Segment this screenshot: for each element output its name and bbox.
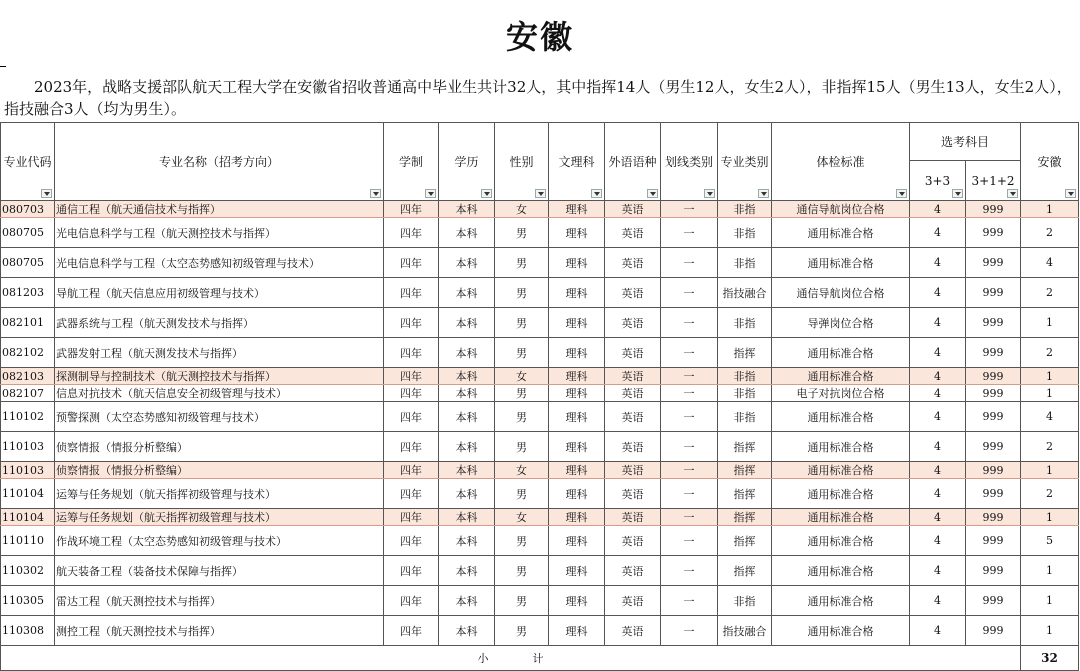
cell-cat: 指挥 [718, 509, 772, 526]
cell-quota: 1 [1021, 586, 1079, 616]
cell-code: 110104 [1, 479, 55, 509]
cell-name: 武器发射工程（航天测发技术与指挥） [55, 338, 384, 368]
cell-track: 理科 [549, 526, 605, 556]
cell-health: 通用标准合格 [772, 432, 910, 462]
cell-code: 080705 [1, 218, 55, 248]
cell-s33: 4 [910, 385, 966, 402]
cell-track: 理科 [549, 616, 605, 646]
cell-lang: 英语 [605, 338, 661, 368]
cell-track: 理科 [549, 278, 605, 308]
cell-health: 通用标准合格 [772, 509, 910, 526]
cell-name: 武器系统与工程（航天测发技术与指挥） [55, 308, 384, 338]
cell-degree: 本科 [439, 201, 495, 218]
cell-gender: 女 [495, 462, 549, 479]
filter-dropdown-icon[interactable] [425, 189, 436, 198]
cell-s312: 999 [966, 462, 1021, 479]
table-row [1, 201, 1079, 218]
cell-name: 光电信息科学与工程（太空态势感知初级管理与技术） [55, 248, 384, 278]
cell-health: 通信导航岗位合格 [772, 278, 910, 308]
cell-gender: 男 [495, 586, 549, 616]
cell-degree: 本科 [439, 248, 495, 278]
cell-quota: 1 [1021, 462, 1079, 479]
cell-track: 理科 [549, 248, 605, 278]
cell-name: 侦察情报（情报分析整编） [55, 462, 384, 479]
cell-name: 预警探测（太空态势感知初级管理与技术） [55, 402, 384, 432]
cell-s312: 999 [966, 616, 1021, 646]
cell-gender: 男 [495, 432, 549, 462]
cell-gender: 男 [495, 308, 549, 338]
cell-cat: 非指 [718, 368, 772, 385]
cell-health: 通用标准合格 [772, 402, 910, 432]
filter-dropdown-icon[interactable] [1065, 189, 1076, 198]
cell-name: 航天装备工程（装备技术保障与指挥） [55, 556, 384, 586]
cell-s33: 4 [910, 402, 966, 432]
cell-health: 通用标准合格 [772, 526, 910, 556]
cell-health: 通用标准合格 [772, 462, 910, 479]
cell-s312: 999 [966, 278, 1021, 308]
table-row [1, 368, 1079, 385]
cell-length: 四年 [384, 616, 439, 646]
cell-cat: 指挥 [718, 462, 772, 479]
cell-cat: 指技融合 [718, 616, 772, 646]
filter-dropdown-icon[interactable] [535, 189, 546, 198]
cell-health: 通用标准合格 [772, 338, 910, 368]
cell-cat: 非指 [718, 308, 772, 338]
cell-s33: 4 [910, 308, 966, 338]
cell-length: 四年 [384, 218, 439, 248]
cell-health: 通用标准合格 [772, 616, 910, 646]
cell-line: 一 [661, 479, 718, 509]
cell-quota: 2 [1021, 278, 1079, 308]
header-track: 文理科 [549, 123, 605, 201]
cell-line: 一 [661, 338, 718, 368]
cell-degree: 本科 [439, 616, 495, 646]
header-degree: 学历 [439, 123, 495, 201]
cell-gender: 男 [495, 278, 549, 308]
cell-length: 四年 [384, 385, 439, 402]
cell-line: 一 [661, 402, 718, 432]
cell-degree: 本科 [439, 338, 495, 368]
cell-cat: 非指 [718, 248, 772, 278]
cell-length: 四年 [384, 338, 439, 368]
cell-track: 理科 [549, 509, 605, 526]
table-row [1, 462, 1079, 479]
header-gender: 性别 [495, 123, 549, 201]
cell-degree: 本科 [439, 462, 495, 479]
cell-lang: 英语 [605, 462, 661, 479]
filter-dropdown-icon[interactable] [647, 189, 658, 198]
cell-length: 四年 [384, 509, 439, 526]
cell-code: 082103 [1, 368, 55, 385]
cell-line: 一 [661, 509, 718, 526]
cell-s312: 999 [966, 509, 1021, 526]
cell-track: 理科 [549, 479, 605, 509]
header-subjects: 选考科目 [910, 123, 1021, 161]
header-line: 划线类别 [661, 123, 718, 201]
cell-cat: 指挥 [718, 526, 772, 556]
cell-line: 一 [661, 526, 718, 556]
cell-lang: 英语 [605, 526, 661, 556]
cell-line: 一 [661, 278, 718, 308]
filter-dropdown-icon[interactable] [591, 189, 602, 198]
header-health: 体检标准 [772, 123, 910, 201]
cell-line: 一 [661, 462, 718, 479]
cell-lang: 英语 [605, 479, 661, 509]
cell-degree: 本科 [439, 278, 495, 308]
cell-line: 一 [661, 432, 718, 462]
cell-lang: 英语 [605, 432, 661, 462]
cell-s312: 999 [966, 479, 1021, 509]
filter-dropdown-icon[interactable] [41, 189, 52, 198]
cell-length: 四年 [384, 462, 439, 479]
divider [0, 66, 6, 67]
cell-length: 四年 [384, 402, 439, 432]
cell-degree: 本科 [439, 526, 495, 556]
cell-degree: 本科 [439, 479, 495, 509]
cell-quota: 2 [1021, 338, 1079, 368]
cell-length: 四年 [384, 432, 439, 462]
cell-code: 110104 [1, 509, 55, 526]
filter-dropdown-icon[interactable] [758, 189, 769, 198]
cell-line: 一 [661, 556, 718, 586]
cell-length: 四年 [384, 278, 439, 308]
page-title: 安徽 [505, 18, 574, 56]
cell-quota: 5 [1021, 526, 1079, 556]
cell-s33: 4 [910, 338, 966, 368]
table-row [1, 338, 1079, 368]
cell-name: 运筹与任务规划（航天指挥初级管理与技术） [55, 509, 384, 526]
cell-code: 080703 [1, 201, 55, 218]
cell-s33: 4 [910, 368, 966, 385]
cell-gender: 男 [495, 556, 549, 586]
filter-dropdown-icon[interactable] [1007, 189, 1018, 198]
cell-gender: 男 [495, 248, 549, 278]
cell-quota: 2 [1021, 218, 1079, 248]
cell-code: 110103 [1, 432, 55, 462]
cell-line: 一 [661, 586, 718, 616]
cell-gender: 男 [495, 402, 549, 432]
cell-code: 081203 [1, 278, 55, 308]
cell-health: 通用标准合格 [772, 586, 910, 616]
cell-line: 一 [661, 218, 718, 248]
table-row [1, 308, 1079, 338]
cell-track: 理科 [549, 308, 605, 338]
cell-s312: 999 [966, 432, 1021, 462]
cell-gender: 男 [495, 218, 549, 248]
cell-health: 通用标准合格 [772, 368, 910, 385]
cell-s33: 4 [910, 509, 966, 526]
cell-quota: 4 [1021, 248, 1079, 278]
cell-lang: 英语 [605, 368, 661, 385]
cell-track: 理科 [549, 462, 605, 479]
cell-gender: 女 [495, 201, 549, 218]
cell-cat: 指挥 [718, 432, 772, 462]
cell-s312: 999 [966, 201, 1021, 218]
filter-dropdown-icon[interactable] [952, 189, 963, 198]
cell-name: 探测制导与控制技术（航天测控技术与指挥） [55, 368, 384, 385]
cell-cat: 非指 [718, 385, 772, 402]
cell-lang: 英语 [605, 385, 661, 402]
cell-code: 110103 [1, 462, 55, 479]
cell-degree: 本科 [439, 509, 495, 526]
cell-s33: 4 [910, 526, 966, 556]
cell-lang: 英语 [605, 308, 661, 338]
cell-line: 一 [661, 201, 718, 218]
table-row [1, 616, 1079, 646]
cell-s33: 4 [910, 586, 966, 616]
cell-s312: 999 [966, 526, 1021, 556]
cell-line: 一 [661, 308, 718, 338]
admission-table [0, 122, 1079, 671]
cell-quota: 4 [1021, 402, 1079, 432]
cell-track: 理科 [549, 201, 605, 218]
cell-degree: 本科 [439, 218, 495, 248]
cell-lang: 英语 [605, 586, 661, 616]
intro-paragraph: 2023年，战略支援部队航天工程大学在安徽省招收普通高中毕业生共计32人，其中指挥14人（男生12人，女生2人），非指挥15人（男生13人，女生2人），指技融合3人（均为男生）。 [4, 78, 1072, 118]
cell-quota: 2 [1021, 479, 1079, 509]
cell-quota: 1 [1021, 385, 1079, 402]
cell-code: 082102 [1, 338, 55, 368]
cell-cat: 指挥 [718, 556, 772, 586]
cell-quota: 1 [1021, 201, 1079, 218]
cell-track: 理科 [549, 556, 605, 586]
cell-length: 四年 [384, 248, 439, 278]
cell-track: 理科 [549, 338, 605, 368]
cell-s33: 4 [910, 201, 966, 218]
cell-code: 110110 [1, 526, 55, 556]
cell-cat: 指挥 [718, 338, 772, 368]
cell-track: 理科 [549, 586, 605, 616]
cell-length: 四年 [384, 308, 439, 338]
cell-gender: 女 [495, 368, 549, 385]
cell-s312: 999 [966, 556, 1021, 586]
cell-gender: 女 [495, 509, 549, 526]
cell-line: 一 [661, 385, 718, 402]
cell-code: 082107 [1, 385, 55, 402]
cell-s312: 999 [966, 308, 1021, 338]
cell-name: 光电信息科学与工程（航天测控技术与指挥） [55, 218, 384, 248]
cell-line: 一 [661, 368, 718, 385]
cell-name: 运筹与任务规划（航天指挥初级管理与技术） [55, 479, 384, 509]
header-cat: 专业类别 [718, 123, 772, 201]
cell-code: 080705 [1, 248, 55, 278]
table-row [1, 432, 1079, 462]
header-s312: 3+1+2 [966, 161, 1021, 201]
cell-lang: 英语 [605, 556, 661, 586]
header-code: 专业代码 [1, 123, 55, 201]
cell-health: 通用标准合格 [772, 479, 910, 509]
cell-health: 电子对抗岗位合格 [772, 385, 910, 402]
cell-name: 侦察情报（情报分析整编） [55, 432, 384, 462]
table-row [1, 556, 1079, 586]
cell-length: 四年 [384, 479, 439, 509]
subtotal-label: 小 计 [1, 646, 1021, 671]
filter-dropdown-icon[interactable] [481, 189, 492, 198]
cell-name: 通信工程（航天通信技术与指挥） [55, 201, 384, 218]
table-row [1, 248, 1079, 278]
cell-line: 一 [661, 248, 718, 278]
cell-health: 通用标准合格 [772, 556, 910, 586]
cell-s312: 999 [966, 218, 1021, 248]
cell-track: 理科 [549, 368, 605, 385]
table-row [1, 479, 1079, 509]
cell-s33: 4 [910, 278, 966, 308]
table-row [1, 278, 1079, 308]
cell-degree: 本科 [439, 368, 495, 385]
cell-cat: 非指 [718, 586, 772, 616]
cell-length: 四年 [384, 586, 439, 616]
cell-quota: 1 [1021, 616, 1079, 646]
cell-name: 雷达工程（航天测控技术与指挥） [55, 586, 384, 616]
cell-length: 四年 [384, 368, 439, 385]
cell-degree: 本科 [439, 432, 495, 462]
cell-degree: 本科 [439, 556, 495, 586]
subtotal-value: 32 [1021, 646, 1079, 671]
cell-s312: 999 [966, 402, 1021, 432]
header-name: 专业名称（招考方向） [55, 123, 384, 201]
header-s33: 3+3 [910, 161, 966, 201]
cell-s33: 4 [910, 462, 966, 479]
cell-track: 理科 [549, 385, 605, 402]
filter-dropdown-icon[interactable] [370, 189, 381, 198]
cell-gender: 男 [495, 338, 549, 368]
cell-s312: 999 [966, 586, 1021, 616]
cell-s33: 4 [910, 432, 966, 462]
cell-s33: 4 [910, 556, 966, 586]
cell-name: 测控工程（航天测控技术与指挥） [55, 616, 384, 646]
cell-gender: 男 [495, 616, 549, 646]
cell-lang: 英语 [605, 278, 661, 308]
cell-quota: 1 [1021, 556, 1079, 586]
cell-code: 110308 [1, 616, 55, 646]
cell-quota: 1 [1021, 509, 1079, 526]
cell-health: 通用标准合格 [772, 218, 910, 248]
cell-track: 理科 [549, 218, 605, 248]
cell-cat: 非指 [718, 402, 772, 432]
table-row [1, 509, 1079, 526]
cell-length: 四年 [384, 201, 439, 218]
cell-degree: 本科 [439, 385, 495, 402]
cell-code: 082101 [1, 308, 55, 338]
cell-s33: 4 [910, 479, 966, 509]
header-quota: 安徽 [1021, 123, 1079, 201]
cell-gender: 男 [495, 526, 549, 556]
cell-length: 四年 [384, 526, 439, 556]
cell-lang: 英语 [605, 248, 661, 278]
cell-line: 一 [661, 616, 718, 646]
cell-code: 110302 [1, 556, 55, 586]
cell-lang: 英语 [605, 509, 661, 526]
cell-cat: 非指 [718, 218, 772, 248]
cell-s33: 4 [910, 218, 966, 248]
cell-cat: 非指 [718, 201, 772, 218]
table-row [1, 385, 1079, 402]
cell-health: 导弹岗位合格 [772, 308, 910, 338]
cell-code: 110102 [1, 402, 55, 432]
cell-cat: 指挥 [718, 479, 772, 509]
cell-degree: 本科 [439, 586, 495, 616]
cell-cat: 指技融合 [718, 278, 772, 308]
table-row [1, 586, 1079, 616]
cell-s312: 999 [966, 385, 1021, 402]
cell-name: 信息对抗技术（航天信息安全初级管理与技术） [55, 385, 384, 402]
table-row [1, 526, 1079, 556]
cell-name: 作战环境工程（太空态势感知初级管理与技术） [55, 526, 384, 556]
cell-name: 导航工程（航天信息应用初级管理与技术） [55, 278, 384, 308]
cell-s312: 999 [966, 338, 1021, 368]
cell-degree: 本科 [439, 308, 495, 338]
cell-quota: 1 [1021, 308, 1079, 338]
cell-track: 理科 [549, 402, 605, 432]
cell-degree: 本科 [439, 402, 495, 432]
cell-s312: 999 [966, 368, 1021, 385]
cell-lang: 英语 [605, 201, 661, 218]
filter-dropdown-icon[interactable] [704, 189, 715, 198]
cell-code: 110305 [1, 586, 55, 616]
cell-lang: 英语 [605, 616, 661, 646]
cell-s33: 4 [910, 248, 966, 278]
cell-gender: 男 [495, 479, 549, 509]
cell-lang: 英语 [605, 402, 661, 432]
table-row [1, 402, 1079, 432]
table-row [1, 218, 1079, 248]
cell-length: 四年 [384, 556, 439, 586]
cell-lang: 英语 [605, 218, 661, 248]
cell-gender: 男 [495, 385, 549, 402]
cell-quota: 1 [1021, 368, 1079, 385]
header-length: 学制 [384, 123, 439, 201]
cell-s33: 4 [910, 616, 966, 646]
header-lang: 外语语种 [605, 123, 661, 201]
cell-track: 理科 [549, 432, 605, 462]
cell-health: 通信导航岗位合格 [772, 201, 910, 218]
cell-quota: 2 [1021, 432, 1079, 462]
cell-s312: 999 [966, 248, 1021, 278]
filter-dropdown-icon[interactable] [896, 189, 907, 198]
cell-health: 通用标准合格 [772, 248, 910, 278]
